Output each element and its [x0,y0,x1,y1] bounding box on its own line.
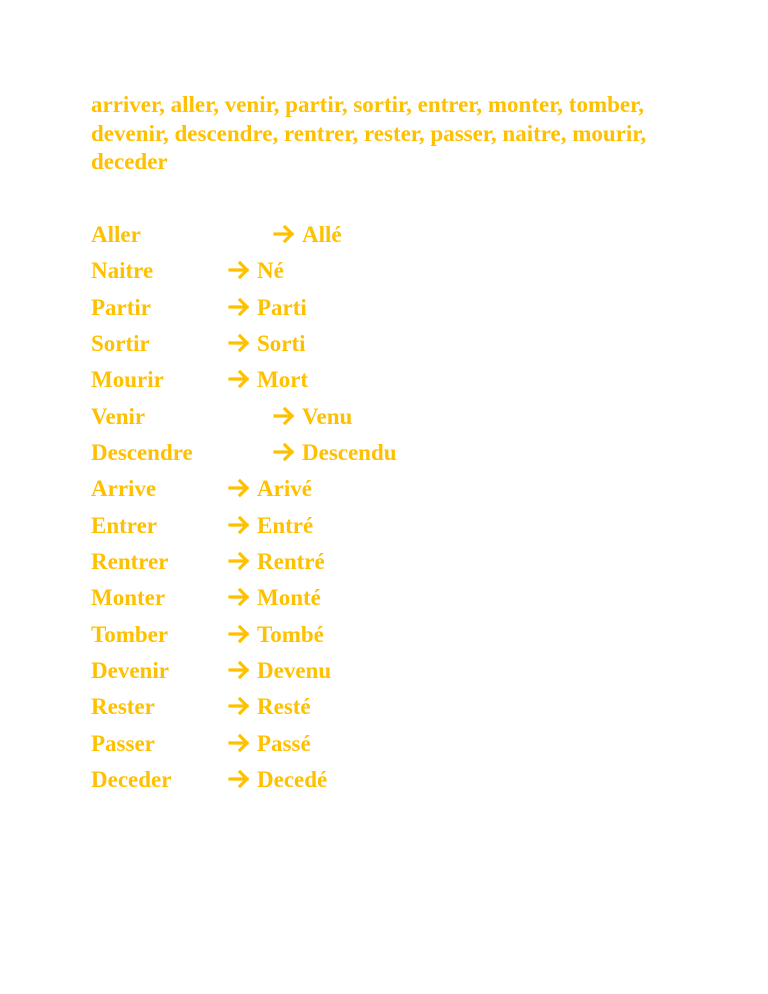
verb-infinitive: Entrer [91,512,158,538]
verb-infinitive: Mourir [91,367,164,393]
verb-infinitive: Tomber [91,621,169,647]
verb-infinitive: Descendre [91,440,193,466]
verb-participle: Allé [302,222,342,247]
verb-participle: Sorti [257,331,306,357]
verb-infinitive: Passer [91,730,155,756]
verb-participle: Descendu [302,440,397,466]
right-arrow-icon [273,223,297,245]
right-arrow-icon [228,332,252,354]
verb-infinitive: Devenir [91,658,169,684]
right-arrow-icon [228,586,252,608]
verb-participle: Devenu [257,658,332,684]
verb-participle: Arivé [257,476,312,502]
verb-list-intro: arriver, aller, venir, partir, sortir, entrer, monter, tomber, devenir, descendre, rentrer, rester, passer, naitre, mourir, deceder [91,92,647,174]
verb-participle: Né [257,258,284,284]
right-arrow-icon [228,623,252,645]
right-arrow-icon [273,405,297,427]
verb-participle: Passé [257,730,311,756]
verb-infinitive: Aller [91,222,141,247]
right-arrow-icon [228,259,252,281]
verb-infinitive: Rester [91,694,155,720]
right-arrow-icon [228,477,252,499]
right-arrow-icon [228,659,252,681]
verb-participle: Entré [257,512,314,538]
verb-participle: Monté [257,585,321,611]
verb-infinitive: Arrive [91,476,157,502]
right-arrow-icon [228,550,252,572]
right-arrow-icon [228,368,252,390]
right-arrow-icon [273,441,297,463]
verb-infinitive: Partir [91,294,152,320]
right-arrow-icon [228,732,252,754]
verb-infinitive: Naitre [91,258,154,284]
verb-participle: Tombé [257,621,324,647]
verb-participle: Venu [302,403,353,429]
verb-participle: Mort [257,367,309,393]
right-arrow-icon [228,514,252,536]
right-arrow-icon [228,768,252,790]
verb-infinitive: Venir [91,403,146,429]
document-page [91,91,691,793]
right-arrow-icon [228,296,252,318]
verb-infinitive: Monter [91,585,166,611]
right-arrow-icon [228,695,252,717]
verb-participle: Decedé [257,767,328,793]
verb-participle: Resté [257,694,311,720]
verb-infinitive: Sortir [91,331,150,357]
verb-infinitive: Rentrer [91,549,169,575]
verb-infinitive: Deceder [91,767,172,793]
verb-participle: Parti [257,294,307,320]
verb-participle: Rentré [257,549,325,575]
